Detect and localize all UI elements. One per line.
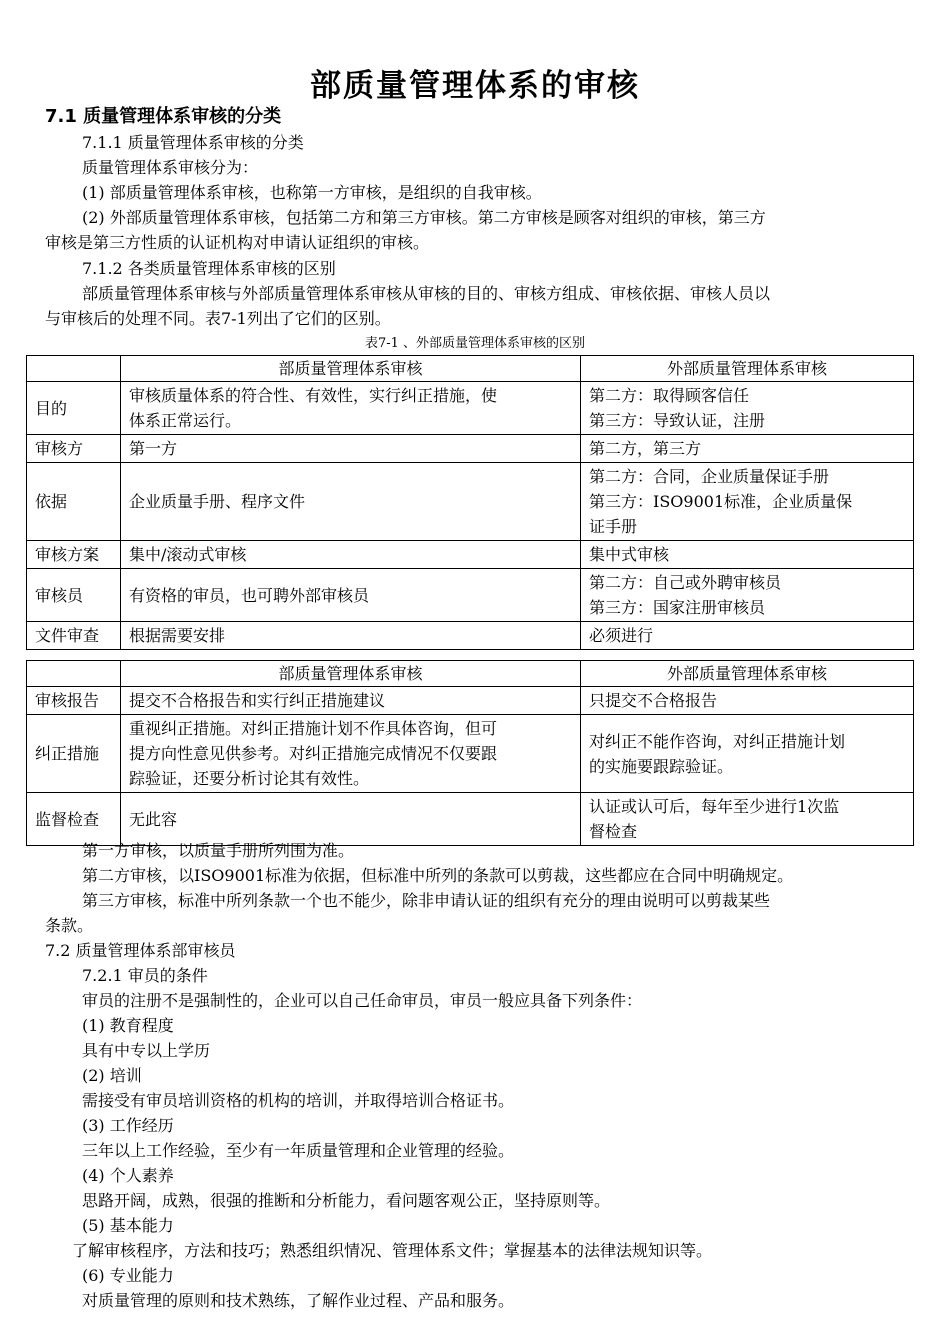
external-cell bbox=[581, 622, 914, 650]
paragraph: (2) 外部质量管理体系审核，包括第二方和第三方审核。第二方审核是顾客对组织的审核，第三方 bbox=[82, 208, 766, 227]
list-item-text: 对质量管理的原则和技术熟练，了解作业过程、产品和服务。 bbox=[82, 1291, 515, 1310]
comparison-table-1 bbox=[26, 355, 914, 650]
header-cell-empty bbox=[27, 356, 121, 382]
cell-line: 第二方：取得顾客信任 bbox=[589, 386, 750, 405]
external-cell bbox=[581, 382, 914, 435]
list-item-title: (2) 培训 bbox=[82, 1066, 142, 1085]
cell-line: 的实施要跟踪验证。 bbox=[589, 756, 734, 776]
paragraph-continued: 条款。 bbox=[45, 916, 94, 935]
internal-cell bbox=[121, 382, 581, 435]
external-cell bbox=[581, 687, 914, 715]
external-cell bbox=[581, 541, 914, 569]
list-item-text: 具有中专以上学历 bbox=[82, 1041, 211, 1060]
cell-line: 只提交不合格报告 bbox=[589, 691, 718, 710]
cell-line: 审核质量体系的符合性、有效性，实行纠正措施，使 bbox=[129, 386, 498, 405]
paragraph: 部质量管理体系审核与外部质量管理体系审核从审核的目的、审核方组成、审核依据、审核人员以 bbox=[82, 284, 771, 303]
paragraph: 质量管理体系审核分为： bbox=[82, 158, 259, 177]
list-item-text: 了解审核程序，方法和技巧；熟悉组织情况、管理体系文件；掌握基本的法律法规知识等。 bbox=[72, 1241, 713, 1260]
cell-line: 第二方：合同，企业质量保证手册 bbox=[589, 467, 830, 486]
cell-line: 提方向性意见供参考。对纠正措施完成情况不仅要跟 bbox=[129, 744, 498, 763]
list-item-text: 三年以上工作经验，至少有一年质量管理和企业管理的经验。 bbox=[82, 1141, 515, 1160]
subsection-heading-7-1-1: 7.1.1 质量管理体系审核的分类 bbox=[82, 133, 304, 152]
cell-line: 重视纠正措施。对纠正措施计划不作具体咨询，但可 bbox=[129, 719, 498, 738]
section-heading-7-1: 7.1 质量管理体系审核的分类 bbox=[45, 106, 282, 127]
paragraph-continued: 审核是第三方性质的认证机构对申请认证组织的审核。 bbox=[45, 233, 430, 252]
row-label: 审核方 bbox=[27, 435, 121, 463]
table-row bbox=[27, 715, 914, 793]
list-item-title: (3) 工作经历 bbox=[82, 1116, 174, 1135]
cell-line: 提交不合格报告和实行纠正措施建议 bbox=[129, 691, 386, 710]
internal-cell bbox=[121, 435, 581, 463]
table-row bbox=[27, 622, 914, 650]
paragraph: (1) 部质量管理体系审核，也称第一方审核，是组织的自我审核。 bbox=[82, 183, 542, 202]
header-cell-empty bbox=[27, 661, 121, 687]
header-cell-internal: 部质量管理体系审核 bbox=[121, 356, 581, 382]
internal-cell bbox=[121, 622, 581, 650]
cell-line: 企业质量手册、程序文件 bbox=[129, 492, 306, 511]
internal-cell bbox=[121, 463, 581, 541]
header-cell-external: 外部质量管理体系审核 bbox=[581, 661, 914, 687]
row-label: 审核方案 bbox=[27, 541, 121, 569]
external-cell bbox=[581, 435, 914, 463]
table-row bbox=[27, 569, 914, 622]
cell-line: 必须进行 bbox=[589, 626, 654, 645]
paragraph: 第三方审核，标准中所列条款一个也不能少，除非申请认证的组织有充分的理由说明可以剪裁某些 bbox=[82, 891, 771, 910]
cell-line: 第三方：导致认证，注册 bbox=[589, 411, 766, 430]
cell-line: 对纠正不能作咨询，对纠正措施计划 bbox=[589, 731, 846, 751]
internal-cell bbox=[121, 687, 581, 715]
internal-cell bbox=[121, 715, 581, 793]
list-item-title: (5) 基本能力 bbox=[82, 1216, 174, 1235]
list-item-title: (6) 专业能力 bbox=[82, 1266, 174, 1285]
table-caption: 表7-1 、外部质量管理体系审核的区别 bbox=[364, 336, 586, 351]
section-heading-7-2: 7.2 质量管理体系部审核员 bbox=[45, 941, 236, 960]
cell-line: 有资格的审员，也可聘外部审核员 bbox=[129, 585, 370, 605]
list-item-text: 需接受有审员培训资格的机构的培训，并取得培训合格证书。 bbox=[82, 1091, 515, 1110]
cell-line: 证手册 bbox=[589, 517, 638, 536]
table-row bbox=[27, 463, 914, 541]
paragraph: 审员的注册不是强制性的，企业可以自己任命审员，审员一般应具备下列条件： bbox=[82, 991, 643, 1010]
cell-line: 集中/滚动式审核 bbox=[129, 545, 247, 564]
subsection-heading-7-2-1: 7.2.1 审员的条件 bbox=[82, 966, 208, 985]
row-label: 审核报告 bbox=[27, 687, 121, 715]
paragraph-continued: 与审核后的处理不同。表7-1列出了它们的区别。 bbox=[45, 309, 391, 328]
cell-line: 无此容 bbox=[129, 809, 178, 829]
cell-line: 督检查 bbox=[589, 822, 638, 841]
row-label: 目的 bbox=[27, 382, 121, 435]
internal-cell bbox=[121, 541, 581, 569]
internal-cell bbox=[121, 569, 581, 622]
table-row bbox=[27, 687, 914, 715]
document-title: 部质量管理体系的审核 bbox=[310, 68, 640, 104]
cell-line: 第二方，第三方 bbox=[589, 439, 702, 458]
table-row bbox=[27, 382, 914, 435]
external-cell bbox=[581, 569, 914, 622]
list-item-title: (4) 个人素养 bbox=[82, 1166, 174, 1185]
cell-line: 体系正常运行。 bbox=[129, 411, 242, 430]
header-cell-external: 外部质量管理体系审核 bbox=[581, 356, 914, 382]
cell-line: 第二方：自己或外聘审核员 bbox=[589, 573, 782, 592]
table-header-row bbox=[27, 356, 914, 382]
cell-line: 根据需要安排 bbox=[129, 626, 226, 645]
row-label: 依据 bbox=[27, 463, 121, 541]
row-label: 监督检查 bbox=[27, 793, 121, 846]
cell-line: 第一方 bbox=[129, 439, 178, 458]
external-cell bbox=[581, 463, 914, 541]
list-item-text: 思路开阔，成熟，很强的推断和分析能力，看问题客观公正，坚持原则等。 bbox=[82, 1191, 611, 1210]
list-item-title: (1) 教育程度 bbox=[82, 1016, 174, 1035]
comparison-table-2 bbox=[26, 660, 914, 846]
cell-line: 第三方：国家注册审核员 bbox=[589, 598, 766, 617]
header-cell-internal: 部质量管理体系审核 bbox=[121, 661, 581, 687]
paragraph: 第一方审核，以质量手册所列围为准。 bbox=[82, 841, 355, 860]
table-row bbox=[27, 541, 914, 569]
row-label: 纠正措施 bbox=[27, 715, 121, 793]
table-header-row bbox=[27, 661, 914, 687]
paragraph: 第二方审核，以ISO9001标准为依据，但标准中所列的条款可以剪裁，这些都应在合同中明确规定。 bbox=[82, 866, 794, 885]
cell-line: 认证或认可后，每年至少进行1次监 bbox=[589, 797, 840, 816]
cell-line: 第三方：ISO9001标准，企业质量保 bbox=[589, 492, 853, 511]
external-cell bbox=[581, 715, 914, 793]
cell-line: 集中式审核 bbox=[589, 545, 670, 564]
cell-line: 踪验证，还要分析讨论其有效性。 bbox=[129, 769, 370, 788]
row-label: 审核员 bbox=[27, 569, 121, 622]
table-row bbox=[27, 435, 914, 463]
subsection-heading-7-1-2: 7.1.2 各类质量管理体系审核的区别 bbox=[82, 259, 336, 278]
row-label: 文件审查 bbox=[27, 622, 121, 650]
